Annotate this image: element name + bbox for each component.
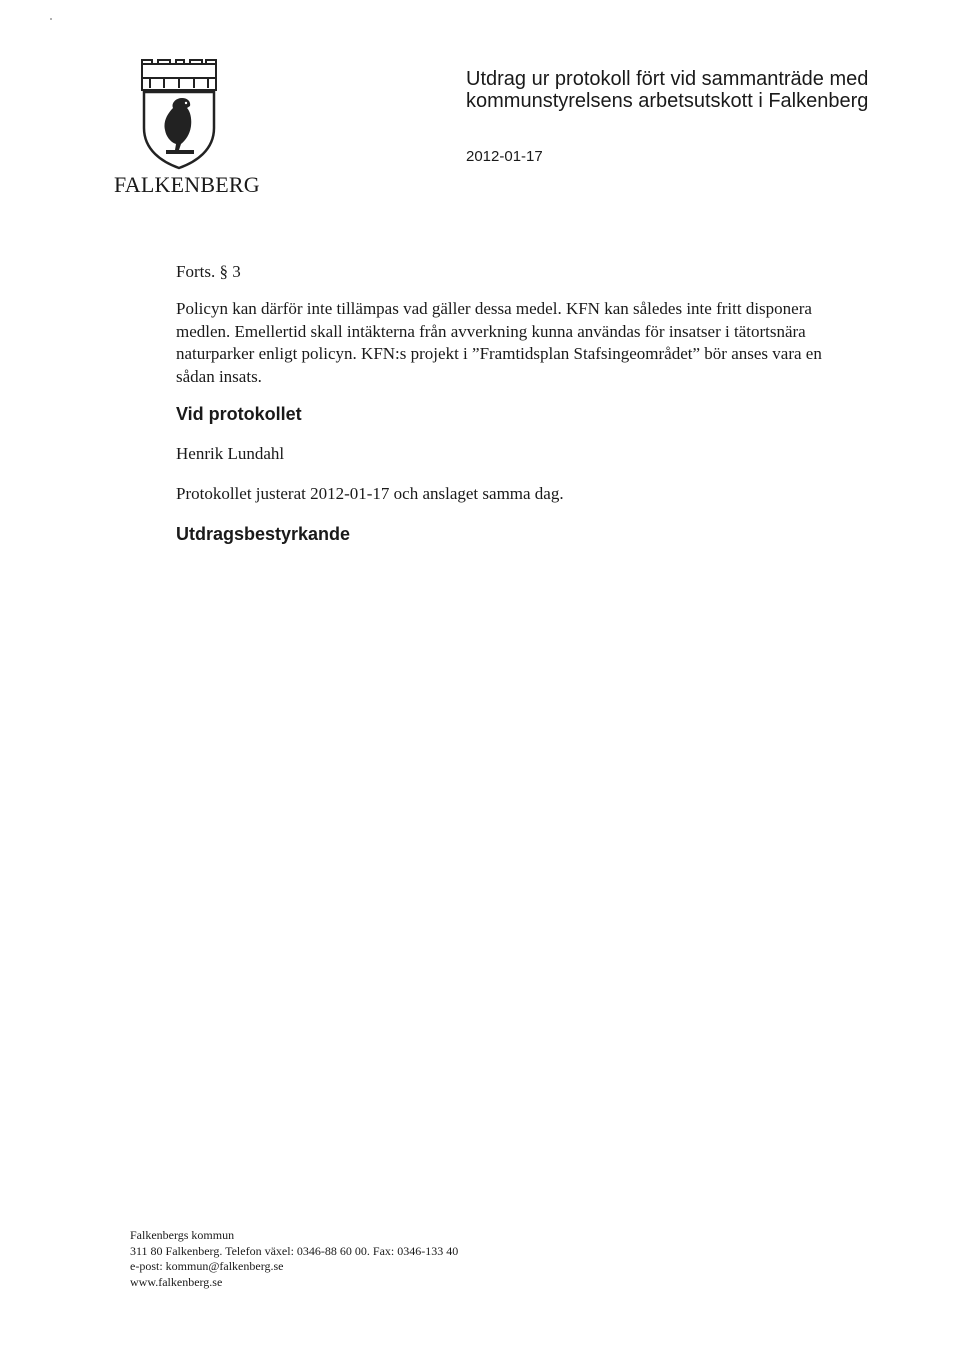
- document-title-line2: kommunstyrelsens arbetsutskott i Falkenberg: [466, 90, 869, 112]
- scan-speck: [50, 18, 52, 20]
- meeting-date: 2012-01-17: [466, 148, 543, 165]
- vid-protokollet-heading: Vid protokollet: [176, 404, 302, 424]
- justerat-statement: Protokollet justerat 2012-01-17 och anslaget samma dag.: [176, 484, 564, 503]
- footer-contact: [130, 1228, 458, 1290]
- footer-address-phone: 311 80 Falkenberg. Telefon växel: 0346-88 60 00. Fax: 0346-133 40: [130, 1243, 459, 1258]
- body-paragraph: Policyn kan därför inte tillämpas vad gäller dessa medel. KFN kan således inte fritt disponera medlen. Emellertid skall intäkterna från avverkning kunna användas för insatser i tätortsnära naturparker enligt policyn. KFN:s projekt i ”Framtidsplan Stafsingeområdet” bör anses vara en sådan insats.: [176, 299, 822, 386]
- document-title: [466, 68, 936, 112]
- footer-org: Falkenbergs kommun: [130, 1228, 235, 1242]
- document-title-line1: Utdrag ur protokoll fört vid sammanträde med: [466, 68, 869, 90]
- footer-email: e-post: kommun@falkenberg.se: [130, 1259, 284, 1273]
- falcon-coat-of-arms-icon: [136, 58, 222, 170]
- section-reference: Forts. § 3: [176, 262, 241, 281]
- signer-name: Henrik Lundahl: [176, 444, 285, 463]
- municipality-logo-text: FALKENBERG: [114, 172, 260, 197]
- footer-web: www.falkenberg.se: [130, 1274, 223, 1289]
- utdragsbestyrkande-heading: Utdragsbestyrkande: [176, 524, 351, 544]
